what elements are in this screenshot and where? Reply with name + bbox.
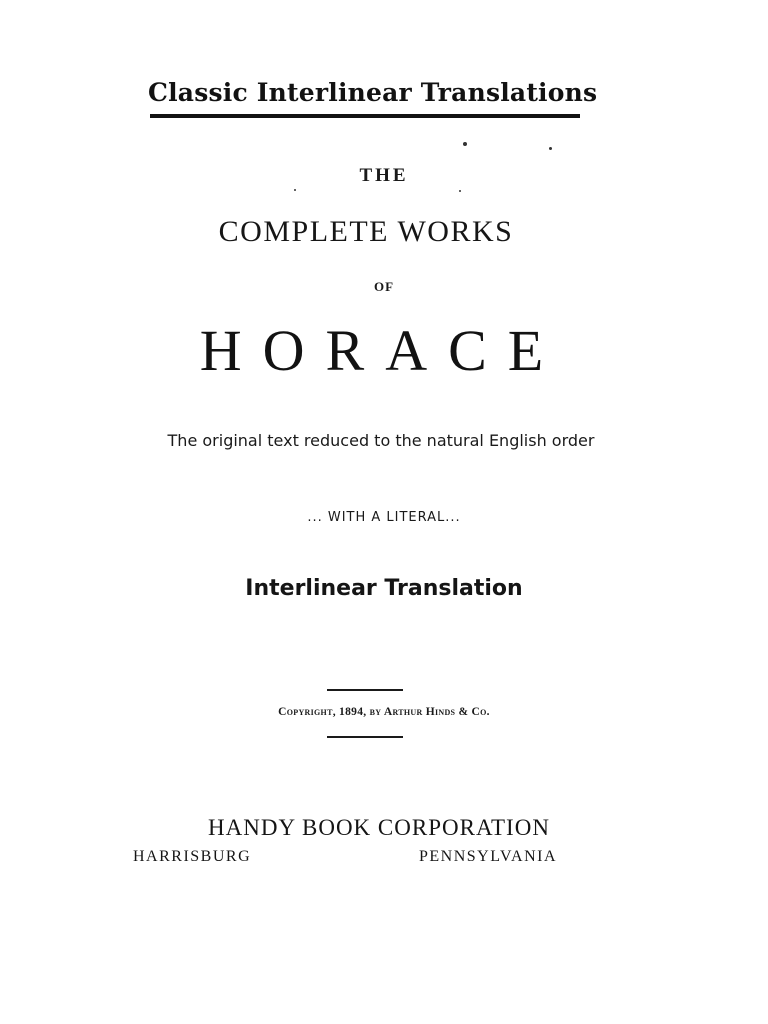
publisher-name: HANDY BOOK CORPORATION bbox=[208, 815, 550, 840]
copyright-rule-top bbox=[327, 689, 403, 691]
translation-type: Interlinear Translation bbox=[245, 576, 523, 601]
copyright-rule-bottom bbox=[327, 736, 403, 738]
title-author: HORACE bbox=[199, 318, 565, 383]
description-line: The original text reduced to the natural English order bbox=[167, 431, 595, 450]
series-title: Classic Interlinear Translations bbox=[148, 78, 598, 107]
print-speck bbox=[459, 190, 461, 192]
title-the: THE bbox=[359, 165, 409, 186]
print-speck bbox=[294, 189, 296, 191]
title-complete-works: COMPLETE WORKS bbox=[218, 215, 514, 248]
title-of: OF bbox=[373, 279, 395, 294]
series-title-rule bbox=[150, 114, 580, 118]
print-speck bbox=[549, 147, 552, 150]
publisher-state: PENNSYLVANIA bbox=[419, 848, 558, 865]
copyright-notice: Copyright, 1894, by Arthur Hinds & Co. bbox=[278, 706, 490, 718]
with-literal-line: ... WITH A LITERAL... bbox=[307, 510, 461, 525]
print-speck bbox=[463, 142, 467, 146]
publisher-city: HARRISBURG bbox=[133, 848, 252, 865]
